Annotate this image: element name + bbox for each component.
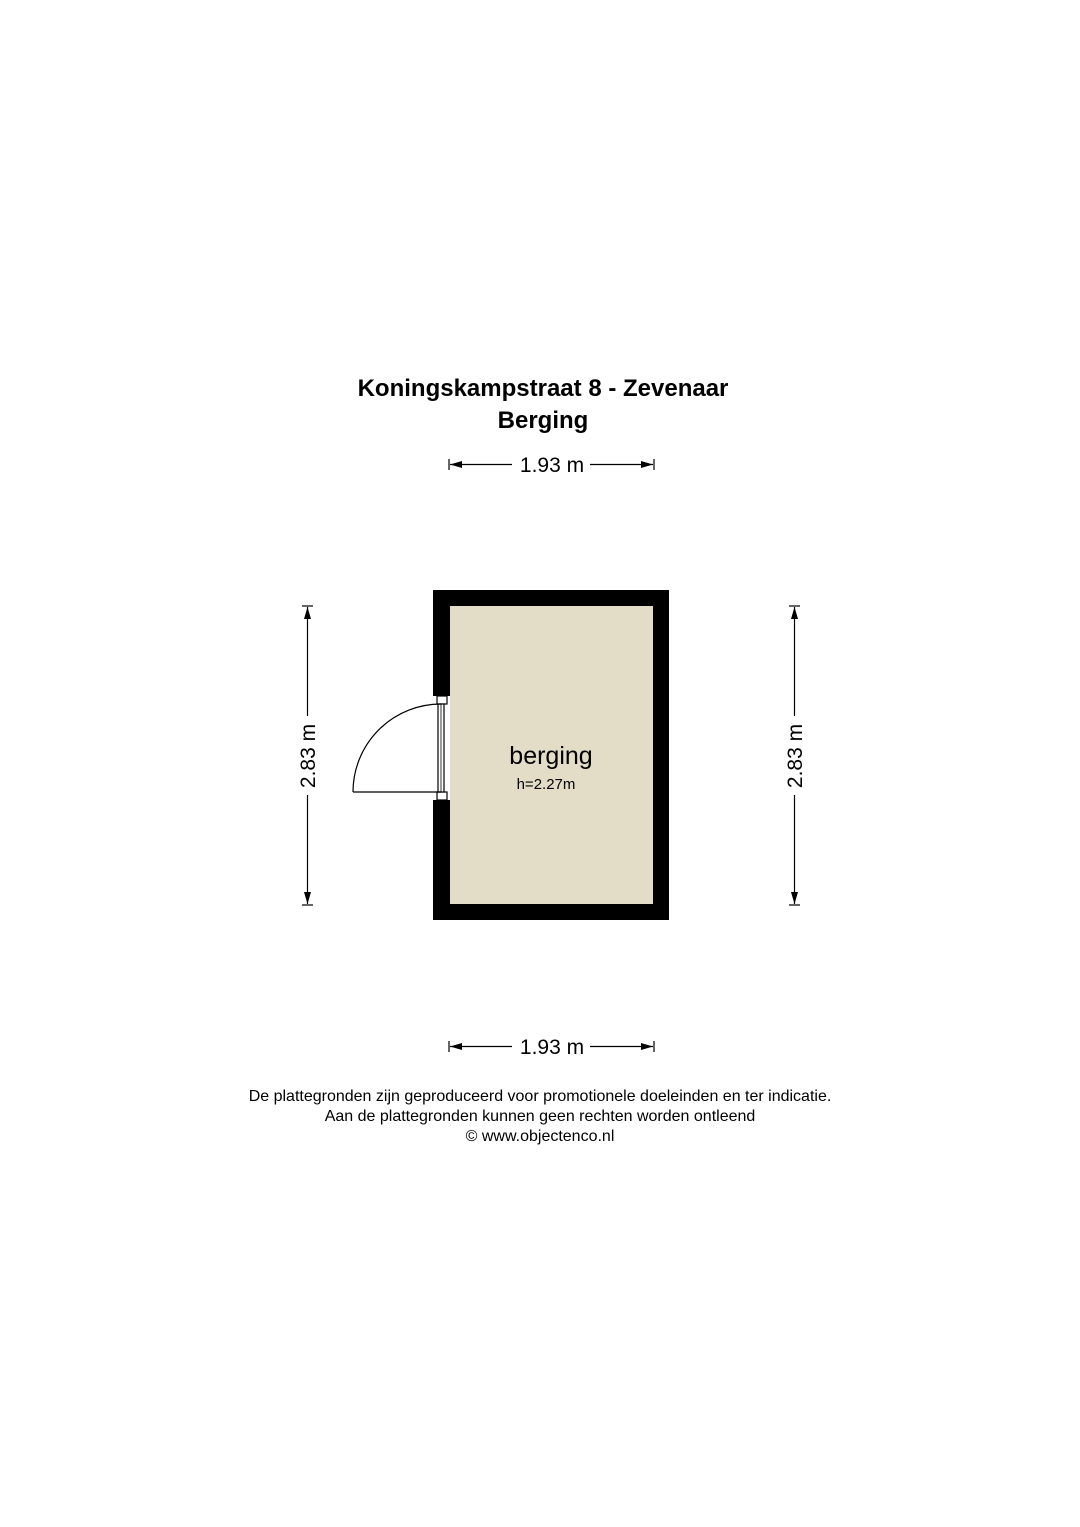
top-dim-arrow-left (450, 461, 462, 468)
right-height-dimension (784, 606, 807, 905)
bottom-dim-arrow-left (450, 1043, 462, 1050)
bottom-width-label: 1.93 m (519, 1036, 585, 1059)
room-name-label: berging (509, 742, 593, 770)
right-dim-arrow-top (791, 607, 798, 619)
right-height-label: 2.83 m (784, 723, 807, 789)
door-jamb-top (437, 696, 447, 704)
room-height-label: h=2.27m (516, 776, 576, 793)
bottom-width-dimension (449, 1036, 654, 1059)
right-dim-arrow-bottom (791, 892, 798, 904)
disclaimer-line-1: De plattegronden zijn geproduceerd voor promotionele doeleinden en ter indicatie. (248, 1088, 832, 1105)
bottom-dim-arrow-right (641, 1043, 653, 1050)
footer-disclaimer (0, 1087, 1080, 1147)
address-title: Koningskampstraat 8 - Zevenaar (357, 375, 729, 402)
left-height-dimension (297, 606, 320, 905)
door-jamb-bottom (437, 792, 447, 800)
left-height-label: 2.83 m (297, 723, 320, 789)
left-dim-arrow-bottom (304, 892, 311, 904)
left-dim-arrow-top (304, 607, 311, 619)
door-swing-arc (353, 704, 441, 792)
top-width-dimension (449, 454, 654, 477)
top-dim-arrow-right (641, 461, 653, 468)
disclaimer-line-2: Aan de plattegronden kunnen geen rechten worden ontleend (324, 1108, 756, 1125)
room-berging (353, 590, 669, 920)
copyright-line: © www.objectenco.nl (465, 1128, 615, 1145)
floor-title: Berging (497, 407, 589, 434)
top-width-label: 1.93 m (519, 454, 585, 477)
